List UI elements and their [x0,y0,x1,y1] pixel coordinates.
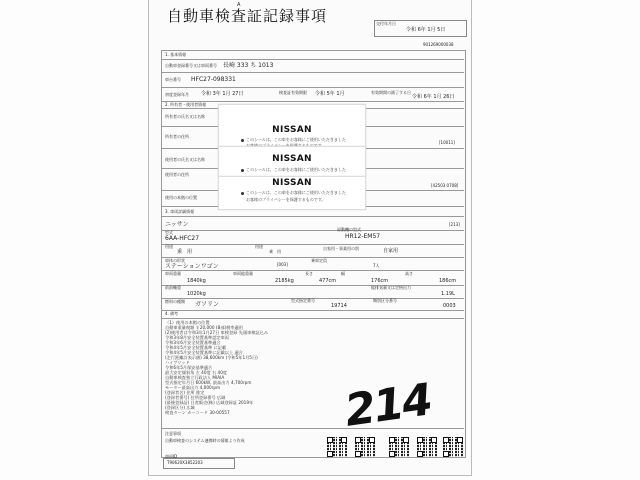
issue-date-label: 交付年月日 [376,21,396,26]
notice-label: 注意事項 [165,431,181,436]
type-number-label: 型式指定番号 [291,298,315,303]
sticker-text: このシールは、この車をお客様にご使用いただきました [246,190,346,195]
remark-line: モーター最高出力 4,000rpm [165,385,221,390]
gross-weight-label: 車両総重量 [233,271,253,276]
width-value: 176cm [371,278,389,284]
model-value: 6AA-HFC27 [165,235,200,242]
remark-line: (登録者名) 住所 推定 [165,390,205,395]
length-label: 長さ [305,271,313,276]
height-value: 186cm [439,278,457,284]
displacement-label: 総排気量又は定格出力 [371,285,411,290]
class-value: 自家用 [383,248,399,254]
length-value: 477cm [319,278,337,284]
issue-date: 令和 6年 1月 5日 [406,27,446,33]
reg-number-value: 長崎 333 ち 1013 [223,62,274,69]
use-label: 用途 [165,244,173,249]
privacy-sticker [218,104,366,148]
base-location-label: 使用の本拠の位置 [165,195,197,200]
sticker-text: このシールは、この車をお客様にご使用いただきました [246,137,346,142]
sticker-text: お客様のプライバシーを保護するものです。 [246,197,326,202]
remark-line: (登録者番号) 住所登録番号 広域 [165,395,226,400]
remark-line: （1）使用の本拠の位置 [165,320,210,325]
user-name-label: 使用者の氏名又は名称 [165,157,205,162]
chassis-number-label: 車台番号 [165,77,181,82]
model-label: 型式 [165,230,173,235]
reg-number-label: 自動車登録番号又は車両番号 [165,63,217,68]
section3-label: 3. 車両詳細情報 [165,209,195,214]
nissan-logo: NISSAN [272,154,312,164]
remark-line: 令和3年6月安全装置基準適合 [165,340,221,345]
remark-line: (最後登録証) 日産販売(株) 広域登録証 2019年 [165,400,254,405]
notice-text: 自動車検査のシステム連携時の情報より作成 [165,438,245,443]
fuel-label: 燃料の種類 [165,299,185,304]
remark-line: (登録区分) 広域 [165,405,195,410]
shape-code: [003] [277,262,288,267]
first-registration-label: 初度登録年月 [165,92,189,97]
weight-value: 1840kg [187,278,206,284]
remark-line: (走行距離計表示値) 38,600km (令和5年1月5日) [165,355,258,360]
remark-line: 令和6年5月保安基準適合 [165,365,213,370]
handwritten-number: 214 [341,374,434,437]
gross-weight-value: 2185kg [275,278,294,284]
section1-label: 1. 基本情報 [165,52,187,57]
remark-line: ハイブリッド [165,360,190,365]
expiry-value: 令和 6年 1月 26日 [412,94,455,100]
owner-name-label: 所有者の氏名又は名称 [165,114,205,119]
height-label: 高さ [405,271,413,276]
remark-line: 型式指定年月日 600kW, 最高出力 4,700rpm [165,380,252,385]
section4-label: 4. 備考 [165,311,179,316]
privacy-sticker [218,146,366,178]
fuel-value: ガソリン [195,301,220,308]
category-number-label: 類別区分番号 [373,298,397,303]
qr-code-icon [355,437,375,457]
use-value: 乗 用 [177,249,193,255]
capacity-label: 乗車定員 [311,258,327,263]
shape-value: ステーションワゴン [165,263,219,270]
section2-label: 2. 所有者・使用者情報 [165,102,207,107]
document-title: 自動車検査証記録事項 [167,7,328,25]
record-id-label: 車両ID [165,454,178,459]
maker-code: [213] [449,222,460,227]
remark-line: 令和3年8月安全装置基準認定車両 [165,335,229,340]
weight-label: 車両重量 [165,271,181,276]
width-label: 幅 [341,271,345,276]
category-number-value: 0003 [443,303,456,309]
remark-line: 自動車重量税額 ￥20,000 (B部)税率適用 [165,325,243,330]
shape-label: 車体の形状 [165,258,185,263]
front-axle-value: 1020kg [187,291,206,297]
inspection-value: 令和 5年 1月 [315,91,345,97]
owner-address-label: 所有者の住所 [165,134,189,139]
nissan-logo: NISSAN [272,178,312,188]
capacity-value: 7人 [373,263,380,268]
engine-value: HR12-EM57 [345,233,381,240]
remark-line: 令和4年5月安全装置基準 に記載 [165,345,227,350]
qr-code-icon [443,437,463,457]
inspection-label: 検査証有効期限 [279,90,307,95]
sticker-text: このシールは、この車をお客様にご使用いただきました [246,167,346,172]
remark-line: 検査ターン カーコード 30-00557 [165,410,230,415]
first-registration-value: 令和 3年 1月 27日 [201,91,244,97]
owner-address-code: [10011] [439,140,455,145]
remark-line: 自動車検査独立行政法人 MIAIA [165,375,225,380]
privacy-sticker [218,176,366,210]
document-number: 901269000038 [423,42,454,47]
engine-label: 原動機の型式 [337,227,361,232]
expiry-label: 有効期間の満了する日 [371,90,411,95]
chassis-number-value: HFC27-098331 [191,76,236,83]
maker-value: ニッサン [165,221,189,228]
user-address-code: [42503 0708] [431,183,459,188]
remark-line: 令和4年5月安全装置基準に記載以上 適合 [165,350,243,355]
qr-code-icon [417,437,437,457]
record-id: T90620X3852203 [167,460,203,465]
use-category-label: 用途 [255,244,263,249]
use-category-value: 乗 用 [269,249,281,254]
remark-line: 最大安定傾斜角 左 40度 右 40度 [165,370,228,375]
qr-code-icon [327,437,347,457]
displacement-value: 1.19L [441,291,455,297]
remark-line: (2)使用者は令和3年1月27日 車検登録 先頭車検証込み [165,330,269,335]
top-mark: A [237,2,241,8]
nissan-logo: NISSAN [272,125,312,135]
class-label: 自家用・事業用の別 [323,246,359,251]
front-axle-label: 前前軸重 [165,285,181,290]
qr-code-icon [389,437,409,457]
type-number-value: 19714 [331,303,347,309]
user-address-label: 使用者の住所 [165,172,189,177]
